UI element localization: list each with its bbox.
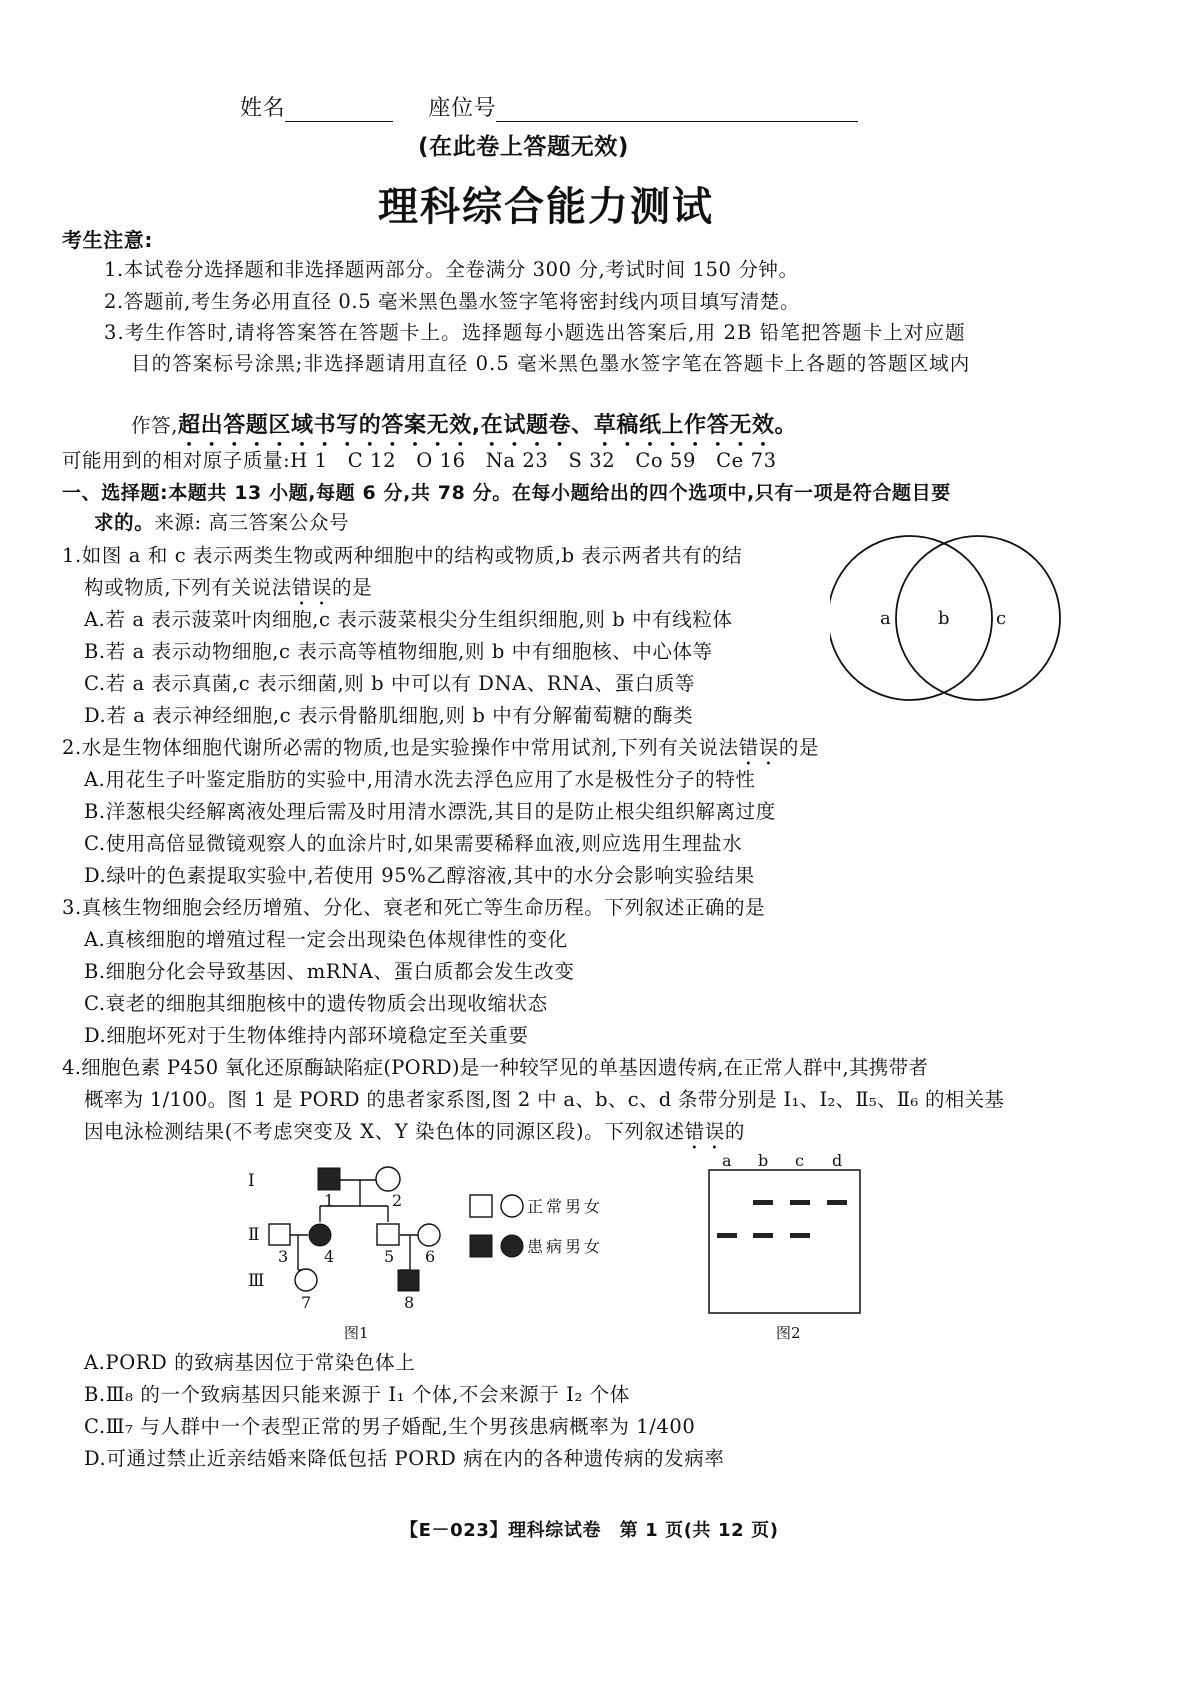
- figure1-caption: 图1: [344, 1324, 369, 1342]
- pedigree-normal-male: [377, 1224, 399, 1245]
- q1-stem: 1.如图 a 和 c 表示两类生物或两种细胞中的结构或物质,b 表示两者共有的结: [62, 544, 743, 567]
- q4-stem-end: 的: [724, 1120, 745, 1143]
- pedigree-affected-male: [398, 1270, 419, 1291]
- q3-option-d: D.细胞坏死对于生物体维持内部环境稳定至关重要: [84, 1024, 529, 1047]
- venn-label-b: b: [938, 608, 950, 629]
- q3-option-c: C.衰老的细胞其细胞核中的遗传物质会出现收缩状态: [84, 992, 548, 1015]
- legend-normal-male: [470, 1195, 492, 1217]
- name-label: 姓名: [240, 96, 286, 121]
- lane-label: a: [722, 1151, 732, 1170]
- q2-emph: 错误: [738, 736, 779, 759]
- venn-label-c: c: [996, 608, 1007, 629]
- gel-frame: [709, 1170, 860, 1313]
- q3-option-b: B.细胞分化会导致基因、mRNA、蛋白质都会发生改变: [84, 960, 575, 983]
- notice-item: 1.本试卷分选择题和非选择题两部分。全卷满分 300 分,考试时间 150 分钟。: [104, 258, 799, 281]
- notice-emphasis: 超出答题区域书写的答案无效,在试题卷、草稿纸上作答无效。: [178, 413, 798, 438]
- q2-stem-end: 的是: [778, 736, 820, 759]
- q3-option-a: A.真核细胞的增殖过程一定会出现染色体规律性的变化: [84, 928, 568, 951]
- q2-option-a: A.用花生子叶鉴定脂肪的实验中,用清水洗去浮色应用了水是极性分子的特性: [84, 768, 756, 791]
- individual-number: 8: [404, 1293, 415, 1312]
- gel-band-b-lower: [753, 1233, 773, 1238]
- atomic-masses: 可能用到的相对原子质量:H 1 C 12 O 16 Na 23 S 32 Co 59 Ce 73: [62, 449, 777, 472]
- notice-item: 2.答题前,考生务必用直径 0.5 毫米黑色墨水签字笔将密封线内项目填写清楚。: [104, 290, 801, 313]
- venn-label-a: a: [880, 608, 891, 629]
- lane-label: d: [832, 1151, 843, 1170]
- q3-stem: 3.真核生物细胞会经历增殖、分化、衰老和死亡等生命历程。下列叙述正确的是: [62, 896, 766, 919]
- venn-diagram: [830, 530, 1070, 710]
- seat-blank[interactable]: [496, 101, 858, 122]
- pedigree-affected-male: [318, 1168, 340, 1190]
- q4-option-d: D.可通过禁止近亲结婚来降低包括 PORD 病在内的各种遗传病的发病率: [84, 1447, 725, 1470]
- q1-option-b: B.若 a 表示动物细胞,c 表示高等植物细胞,则 b 中有细胞核、中心体等: [84, 640, 713, 663]
- source-note: 来源: 高三答案公众号: [154, 511, 350, 534]
- pedigree-normal-female: [295, 1269, 317, 1291]
- notice-item: 目的答案标号涂黑;非选择题请用直径 0.5 毫米黑色墨水签字笔在答题卡上各题的答题区域内: [131, 352, 971, 375]
- q1-emph: 错误: [291, 576, 333, 599]
- section-heading: 一、选择题:本题共 13 小题,每题 6 分,共 78 分。在每小题给出的四个选项中,只有一项是符合题目要: [62, 482, 951, 504]
- page-footer: 【E－023】理科综试卷 第 1 页(共 12 页): [400, 1520, 779, 1541]
- individual-number: 7: [301, 1293, 312, 1312]
- q1-stem-end: 的是: [332, 576, 373, 599]
- generation-label: Ⅲ: [248, 1271, 265, 1291]
- legend-affected-label: 患病男女: [527, 1237, 604, 1256]
- individual-number: 4: [324, 1247, 335, 1266]
- legend-normal-label: 正常男女: [527, 1197, 604, 1216]
- individual-number: 1: [324, 1191, 335, 1210]
- name-blank[interactable]: [285, 101, 393, 122]
- q4-option-c: C.Ⅲ₇ 与人群中一个表型正常的男子婚配,生个男孩患病概率为 1/400: [84, 1415, 696, 1438]
- legend-normal-female: [501, 1195, 523, 1217]
- q2-option-b: B.洋葱根尖经解离液处理后需及时用清水漂洗,其目的是防止根尖组织解离过度: [84, 800, 776, 823]
- individual-number: 3: [278, 1247, 289, 1266]
- invalid-note: (在此卷上答题无效): [418, 134, 630, 160]
- lane-label: b: [758, 1151, 769, 1170]
- q2-stem: 2.水是生物体细胞代谢所必需的物质,也是实验操作中常用试剂,下列有关说法: [62, 736, 739, 759]
- lane-label: c: [795, 1151, 804, 1170]
- q2-option-d: D.绿叶的色素提取实验中,若使用 95%乙醇溶液,其中的水分会影响实验结果: [84, 864, 755, 887]
- pedigree-normal-male: [269, 1224, 290, 1245]
- q1-option-c: C.若 a 表示真菌,c 表示细菌,则 b 中可以有 DNA、RNA、蛋白质等: [84, 672, 696, 695]
- q4-stem: 因电泳检测结果(不考虑突变及 X、Y 染色体的同源区段)。下列叙述: [84, 1120, 685, 1143]
- generation-label: Ⅰ: [248, 1171, 255, 1191]
- q4-emph: 错误: [684, 1120, 725, 1143]
- pedigree-normal-female: [418, 1224, 440, 1246]
- q4-option-a: A.PORD 的致病基因位于常染色体上: [84, 1351, 416, 1374]
- notice-item: 作答,: [131, 414, 178, 437]
- gel-band-c-upper: [790, 1200, 810, 1205]
- pedigree-normal-female: [376, 1167, 400, 1191]
- q1-option-d: D.若 a 表示神经细胞,c 表示骨骼肌细胞,则 b 中有分解葡萄糖的酶类: [84, 704, 694, 727]
- section-heading-cont: 求的。: [94, 511, 155, 534]
- individual-number: 2: [392, 1191, 403, 1210]
- venn-circle-c: [896, 536, 1060, 700]
- individual-number: 5: [384, 1247, 395, 1266]
- pedigree-affected-female: [309, 1224, 331, 1246]
- legend-affected-male: [470, 1235, 492, 1257]
- q2-option-c: C.使用高倍显微镜观察人的血涂片时,如果需要稀释血液,则应选用生理盐水: [84, 832, 743, 855]
- q4-option-b: B.Ⅲ₈ 的一个致病基因只能来源于 Ⅰ₁ 个体,不会来源于 Ⅰ₂ 个体: [84, 1383, 630, 1406]
- q4-stem: 概率为 1/100。图 1 是 PORD 的患者家系图,图 2 中 a、b、c、d 条带分别是 Ⅰ₁、Ⅰ₂、Ⅱ₅、Ⅱ₆ 的相关基: [84, 1088, 1005, 1111]
- electrophoresis-figure: [700, 1148, 880, 1348]
- q4-stem: 4.细胞色素 P450 氧化还原酶缺陷症(PORD)是一种较罕见的单基因遗传病,在正常人群中,其携带者: [62, 1056, 929, 1079]
- q1-option-a: A.若 a 表示菠菜叶肉细胞,c 表示菠菜根尖分生组织细胞,则 b 中有线粒体: [84, 608, 733, 631]
- pedigree-figure: [240, 1160, 640, 1350]
- gel-band-c-lower: [790, 1233, 810, 1238]
- legend-affected-female: [501, 1235, 523, 1257]
- individual-number: 6: [425, 1247, 436, 1266]
- page-title: 理科综合能力测试: [378, 184, 714, 230]
- name-field[interactable]: [240, 96, 858, 122]
- figure2-caption: 图2: [776, 1324, 801, 1342]
- gel-band-b-upper: [753, 1200, 773, 1205]
- generation-label: Ⅱ: [248, 1225, 260, 1245]
- notice-heading: 考生注意:: [62, 228, 153, 252]
- gel-band-d-upper: [827, 1200, 847, 1205]
- notice-item: 3.考生作答时,请将答案答在答题卡上。选择题每小题选出答案后,用 2B 铅笔把答题卡上对应题: [104, 321, 966, 344]
- q1-stem: 构或物质,下列有关说法: [84, 576, 292, 599]
- gel-band-a-lower: [717, 1233, 737, 1238]
- venn-circle-a: [830, 536, 992, 700]
- seat-label: 座位号: [428, 96, 497, 121]
